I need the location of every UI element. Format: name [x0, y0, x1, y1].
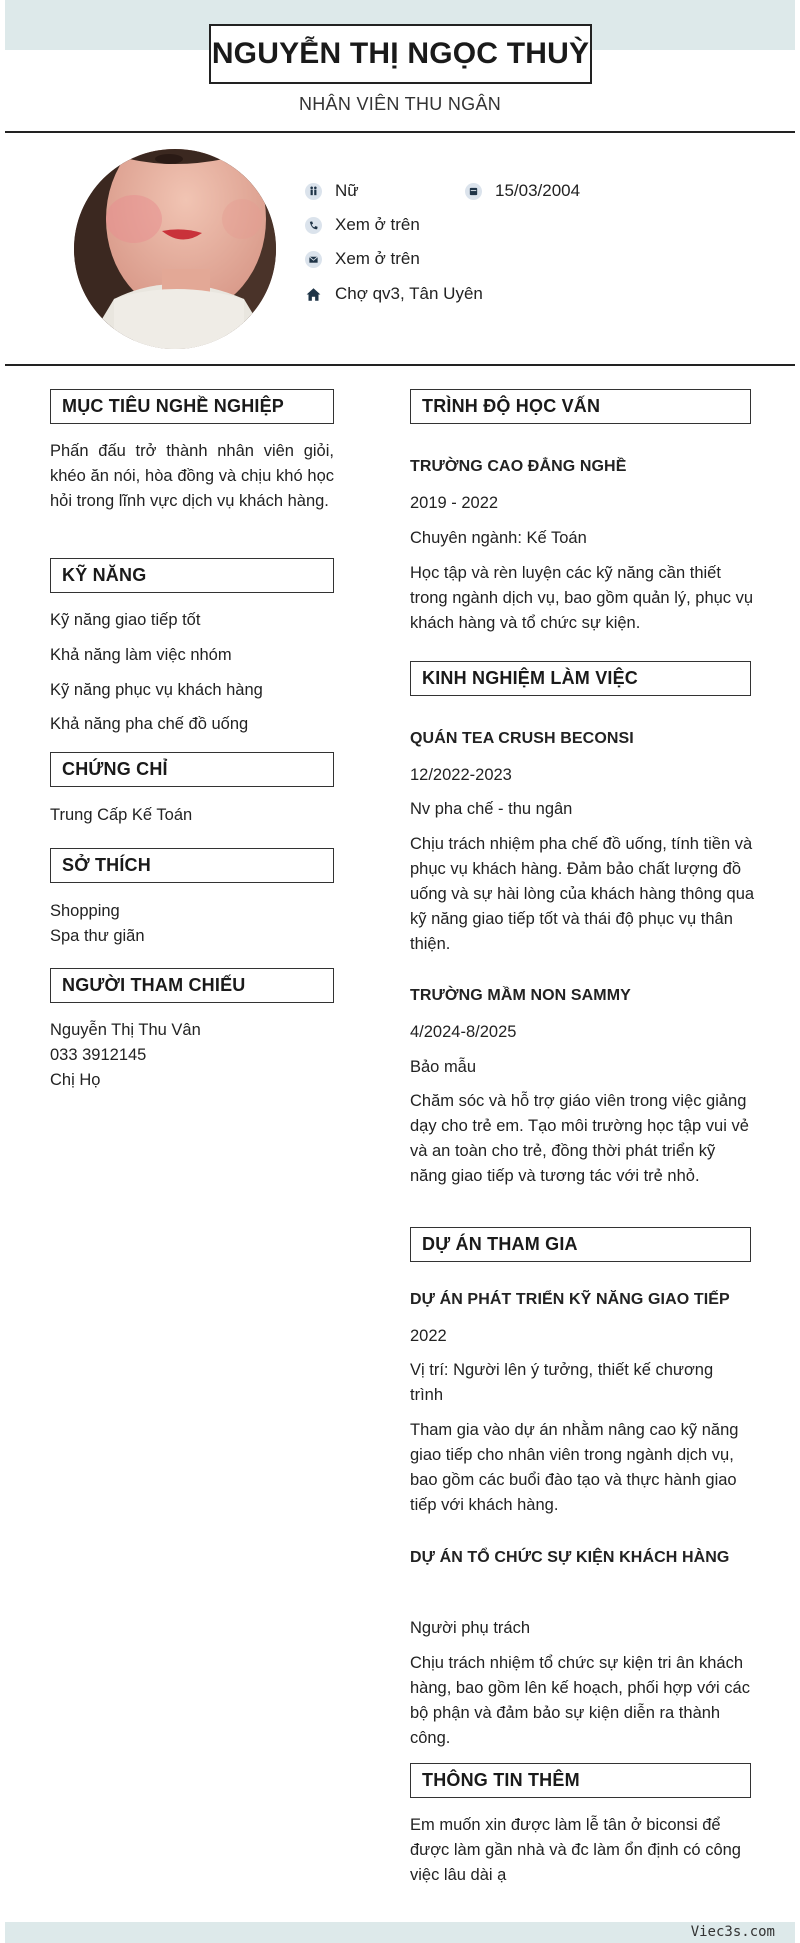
references-heading: NGƯỜI THAM CHIẾU [50, 968, 334, 1003]
gender-icon [305, 183, 322, 200]
skill-item: Khả năng làm việc nhóm [50, 646, 232, 664]
project-role: Người phụ trách [410, 1619, 531, 1637]
job-title: NHÂN VIÊN THU NGÂN [298, 94, 502, 114]
watermark: Viec3s.com [690, 1924, 775, 1940]
address-value: Chợ qv3, Tân Uyên [335, 284, 483, 303]
email-icon [305, 251, 322, 268]
education-major: Chuyên ngành: Kế Toán [410, 529, 587, 547]
profile-divider [5, 364, 795, 366]
skill-item: Kỹ năng giao tiếp tốt [50, 611, 201, 629]
gender-value: Nữ [335, 181, 359, 200]
info-birthday [465, 181, 580, 201]
objective-heading: MỤC TIÊU NGHỀ NGHIỆP [50, 389, 334, 424]
reference-name: Nguyễn Thị Thu Vân [50, 1021, 201, 1039]
extra-heading: THÔNG TIN THÊM [410, 1763, 751, 1798]
extra-text: Em muốn xin được làm lễ tân ở biconsi để được làm gần nhà và đc làm ổn định có công việc lâu dài ạ [410, 1816, 741, 1884]
experience-heading: KINH NGHIỆM LÀM VIỆC [410, 661, 751, 696]
candidate-name: NGUYỄN THỊ NGỌC THUỲ [211, 37, 590, 70]
hobby-item: Shopping [50, 902, 120, 920]
phone-icon [305, 217, 322, 234]
info-address [305, 284, 483, 304]
home-icon [305, 286, 322, 303]
project-desc: Chịu trách nhiệm tổ chức sự kiện tri ân khách hàng, bao gồm lên kế hoạch, phối hợp với các bộ phận và đảm bảo sự kiện diễn ra thành công. [410, 1654, 750, 1747]
job-company: QUÁN TEA CRUSH BECONSI [410, 730, 634, 747]
phone-value: Xem ở trên [335, 215, 420, 234]
job-period: 12/2022-2023 [410, 766, 512, 784]
footer-band [5, 1922, 795, 1943]
skills-heading: KỸ NĂNG [50, 558, 334, 593]
certificate-item: Trung Cấp Kế Toán [50, 806, 193, 824]
calendar-icon [465, 183, 482, 200]
avatar-photo [74, 149, 276, 349]
birthday-value: 15/03/2004 [495, 181, 581, 200]
education-school: TRƯỜNG CAO ĐẲNG NGHỀ [410, 458, 627, 475]
project-desc: Tham gia vào dự án nhằm nâng cao kỹ năng giao tiếp cho nhân viên trong ngành dịch vụ, bao gồm các buổi đào tạo và thực hành giao tiếp với khách hàng. [410, 1421, 739, 1514]
hobby-item: Spa thư giãn [50, 927, 145, 945]
project-role: Vị trí: Người lên ý tưởng, thiết kế chương trình [410, 1361, 714, 1404]
avatar [74, 149, 276, 349]
certificates-heading: CHỨNG CHỈ [50, 752, 334, 787]
info-gender [305, 181, 359, 201]
job-desc: Chăm sóc và hỗ trợ giáo viên trong việc giảng dạy cho trẻ em. Tạo môi trường học tập vui vẻ và an toàn cho trẻ, đồng thời phát triển kỹ năng giao tiếp và tương tác với trẻ nhỏ. [410, 1092, 749, 1185]
email-value: Xem ở trên [335, 249, 420, 268]
name-box [209, 24, 592, 84]
skill-item: Khả năng pha chế đồ uống [50, 715, 249, 733]
education-heading: TRÌNH ĐỘ HỌC VẤN [410, 389, 751, 424]
job-role: Bảo mẫu [410, 1058, 477, 1076]
education-desc: Học tập và rèn luyện các kỹ năng cần thiết trong ngành dịch vụ, bao gồm quản lý, phục vụ khách hàng và tổ chức sự kiện. [410, 564, 754, 632]
job-period: 4/2024-8/2025 [410, 1023, 517, 1041]
reference-relation: Chị Họ [50, 1071, 101, 1089]
reference-phone: 033 3912145 [50, 1046, 147, 1064]
header-divider [5, 131, 795, 133]
job-desc: Chịu trách nhiệm pha chế đồ uống, tính tiền và phục vụ khách hàng. Đảm bảo chất lượng đồ uống và sự hài lòng của khách hàng thông qua kỹ năng giao tiếp tốt và thái độ phục vụ thân thiện. [410, 835, 755, 953]
job-role: Nv pha chế - thu ngân [410, 800, 573, 818]
project-name: DỰ ÁN TỔ CHỨC SỰ KIỆN KHÁCH HÀNG [410, 1549, 730, 1566]
education-period: 2019 - 2022 [410, 494, 499, 512]
skill-item: Kỹ năng phục vụ khách hàng [50, 681, 263, 699]
info-email [305, 249, 420, 269]
job-company: TRƯỜNG MẦM NON SAMMY [410, 987, 631, 1004]
hobbies-heading: SỞ THÍCH [50, 848, 334, 883]
project-name: DỰ ÁN PHÁT TRIỂN KỸ NĂNG GIAO TIẾP [410, 1291, 730, 1308]
project-period: 2022 [410, 1327, 447, 1345]
info-phone [305, 215, 420, 235]
projects-heading: DỰ ÁN THAM GIA [410, 1227, 751, 1262]
objective-text: Phấn đấu trở thành nhân viên giỏi, khéo ăn nói, hòa đồng và chịu khó học hỏi trong lĩnh vực dịch vụ khách hàng. [50, 442, 334, 510]
